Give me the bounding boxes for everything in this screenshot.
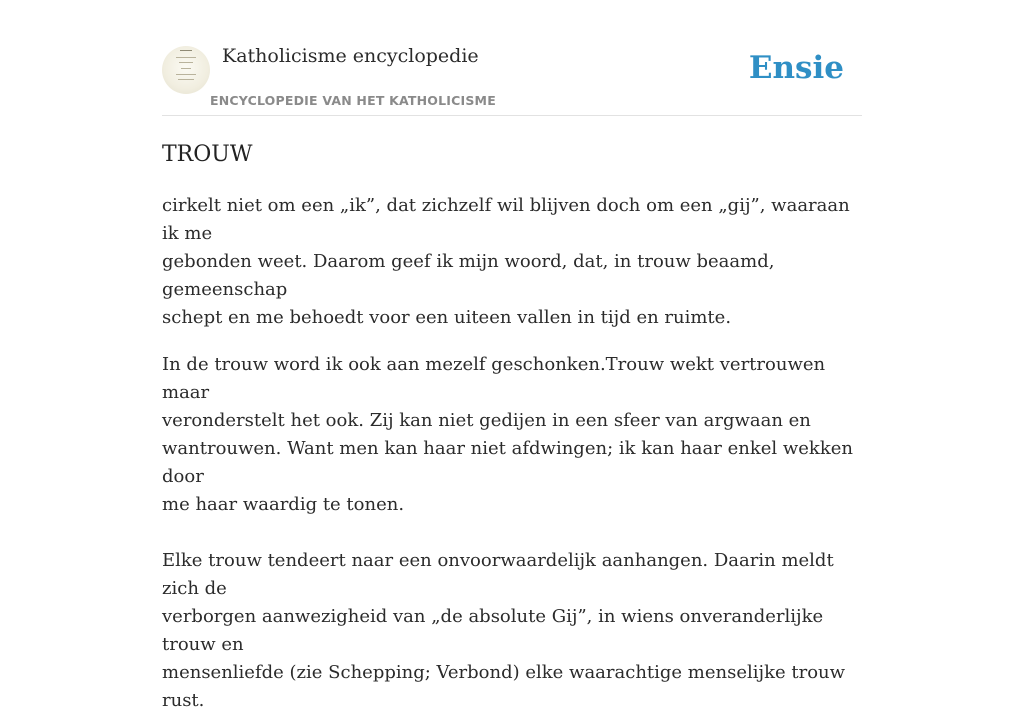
ensie-brand-link[interactable]: Ensie [748, 50, 844, 86]
article-paragraph: In de trouw word ik ook aan mezelf geschonken.Trouw wekt vertrouwen maar veronderstelt het ook. Zij kan niet gedijen in een sfeer van argwaan en wantrouwen. Want men kan haar niet afdwingen; ik kan haar enkel wekken door me haar waardig te tonen. [162, 354, 853, 515]
encyclopedia-cover-logo[interactable] [162, 46, 210, 94]
site-title[interactable]: Katholicisme encyclopedie [222, 45, 479, 67]
article-paragraph: Elke trouw tendeert naar een onvoorwaardelijk aanhangen. Daarin meldt zich de verborgen aanwezigheid van „de absolute Gij”, in wiens onveranderlijke trouw en mensenliefde (zie Schepping; Verbond) elke waarachtige menselijke trouw rust. [162, 550, 846, 711]
article-title: TROUW [162, 142, 253, 167]
article-paragraph: cirkelt niet om een „ik”, dat zichzelf wil blijven doch om een „gij”, waaraan ik me gebonden weet. Daarom geef ik mijn woord, dat, in trouw beaamd, gemeenschap schept en me behoedt voor een uiteen vallen in tijd en ruimte. [162, 195, 850, 328]
article [162, 140, 872, 715]
site-subtitle: ENCYCLOPEDIE VAN HET KATHOLICISME [210, 93, 496, 108]
site-header [162, 40, 862, 116]
